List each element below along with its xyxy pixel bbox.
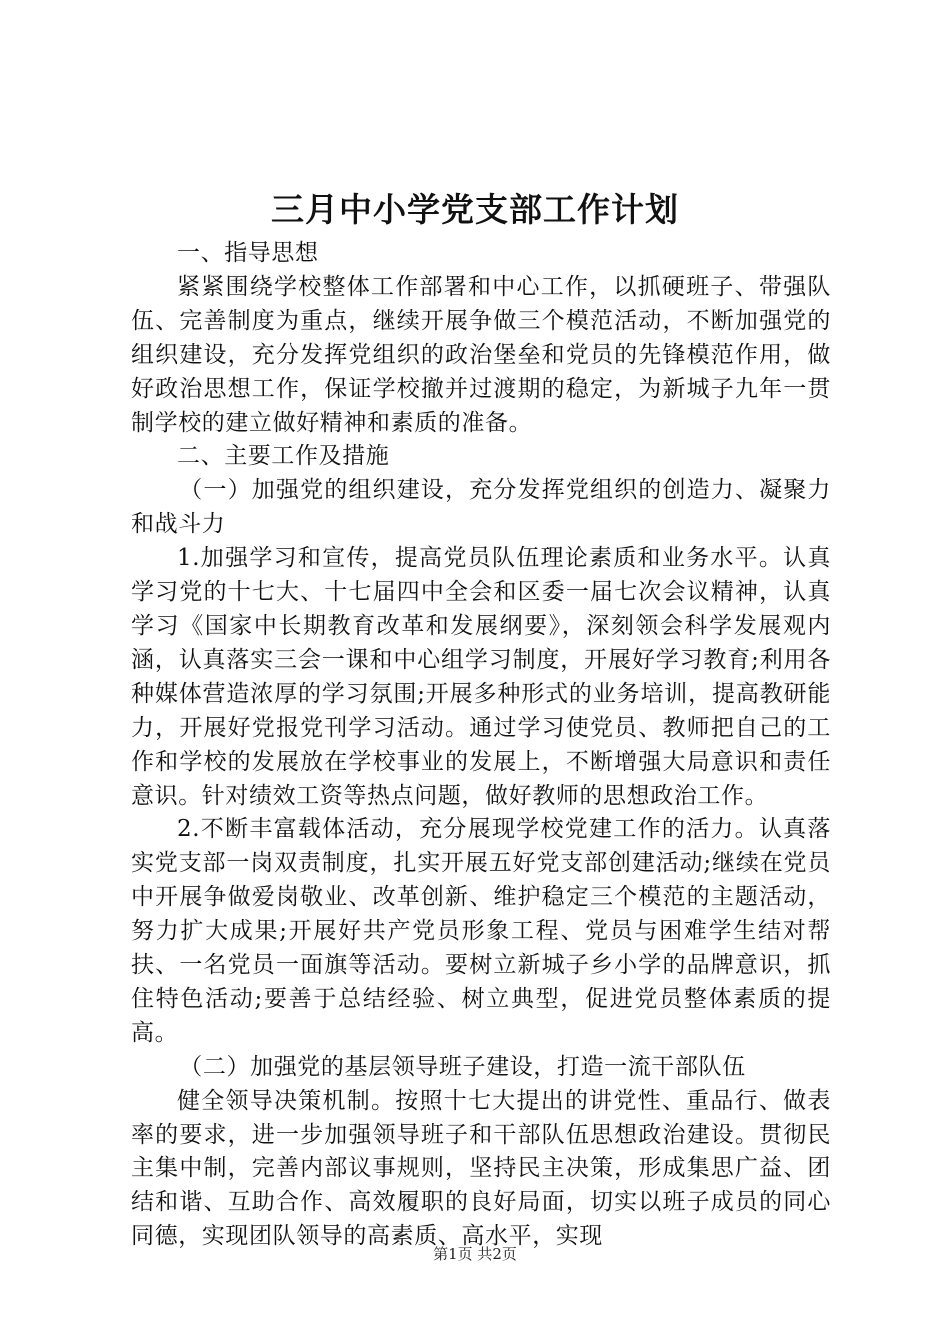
- document-title: 三月中小学党支部工作计划: [271, 190, 679, 229]
- subheading-organization-building: （一）加强党的组织建设，充分发挥党组织的创造力、凝聚力和战斗力: [131, 477, 831, 538]
- paragraph-activities: 2.不断丰富载体活动，充分展现学校党建工作的活力。认真落实党支部一岗双责制度，扎实开展五好党支部创建活动;继续在党员中开展争做爱岗敬业、改革创新、维护稳定三个模范的主题活动，努力扩大成果;开展好共产党员形象工程、党员与困难学生结对帮扶、一名党员一面旗等活动。要树立新城子乡小学的品牌意识，抓住特色活动;要善于总结经验、树立典型，促进党员整体素质的提高。: [131, 816, 831, 1046]
- heading-guiding-ideology: 一、指导思想: [177, 240, 319, 266]
- heading-main-work: 二、主要工作及措施: [177, 443, 390, 470]
- subheading-leadership-building: （二）加强党的基层领导班子建设，打造一流干部队伍: [179, 1053, 746, 1080]
- paragraph-study-promotion: 1.加强学习和宣传，提高党员队伍理论素质和业务水平。认真学习党的十七大、十七届四中全会和区委一届七次会议精神，认真学习《国家中长期教育改革和发展纲要》，深刻领会科学发展观内涵，认真落实三会一课和中心组学习制度，开展好学习教育;利用各种媒体营造浓厚的学习氛围;开展多种形式的业务培训，提高教研能力，开展好党报党刊学习活动。通过学习使党员、教师把自己的工作和学校的发展放在学校事业的发展上，不断增强大局意识和责任意识。针对绩效工资等热点问题，做好教师的思想政治工作。: [131, 545, 831, 809]
- paragraph-decision-mechanism: 健全领导决策机制。按照十七大提出的讲党性、重品行、做表率的要求，进一步加强领导班子和干部队伍思想政治建设。贯彻民主集中制，完善内部议事规则，坚持民主决策，形成集思广益、团结和谐、互助合作、高效履职的良好局面，切实以班子成员的同心同德，实现团队领导的高素质、高水平，实现: [131, 1087, 831, 1250]
- document-body: [131, 237, 831, 1254]
- paragraph-guiding-ideology: 紧紧围绕学校整体工作部署和中心工作，以抓硬班子、带强队伍、完善制度为重点，继续开展争做三个模范活动，不断加强党的组织建设，充分发挥党组织的政治堡垒和党员的先锋模范作用，做好政治思想工作，保证学校撤并过渡期的稳定，为新城子九年一贯制学校的建立做好精神和素质的准备。: [131, 273, 831, 436]
- page-footer: 第1页 共2页: [433, 1245, 517, 1263]
